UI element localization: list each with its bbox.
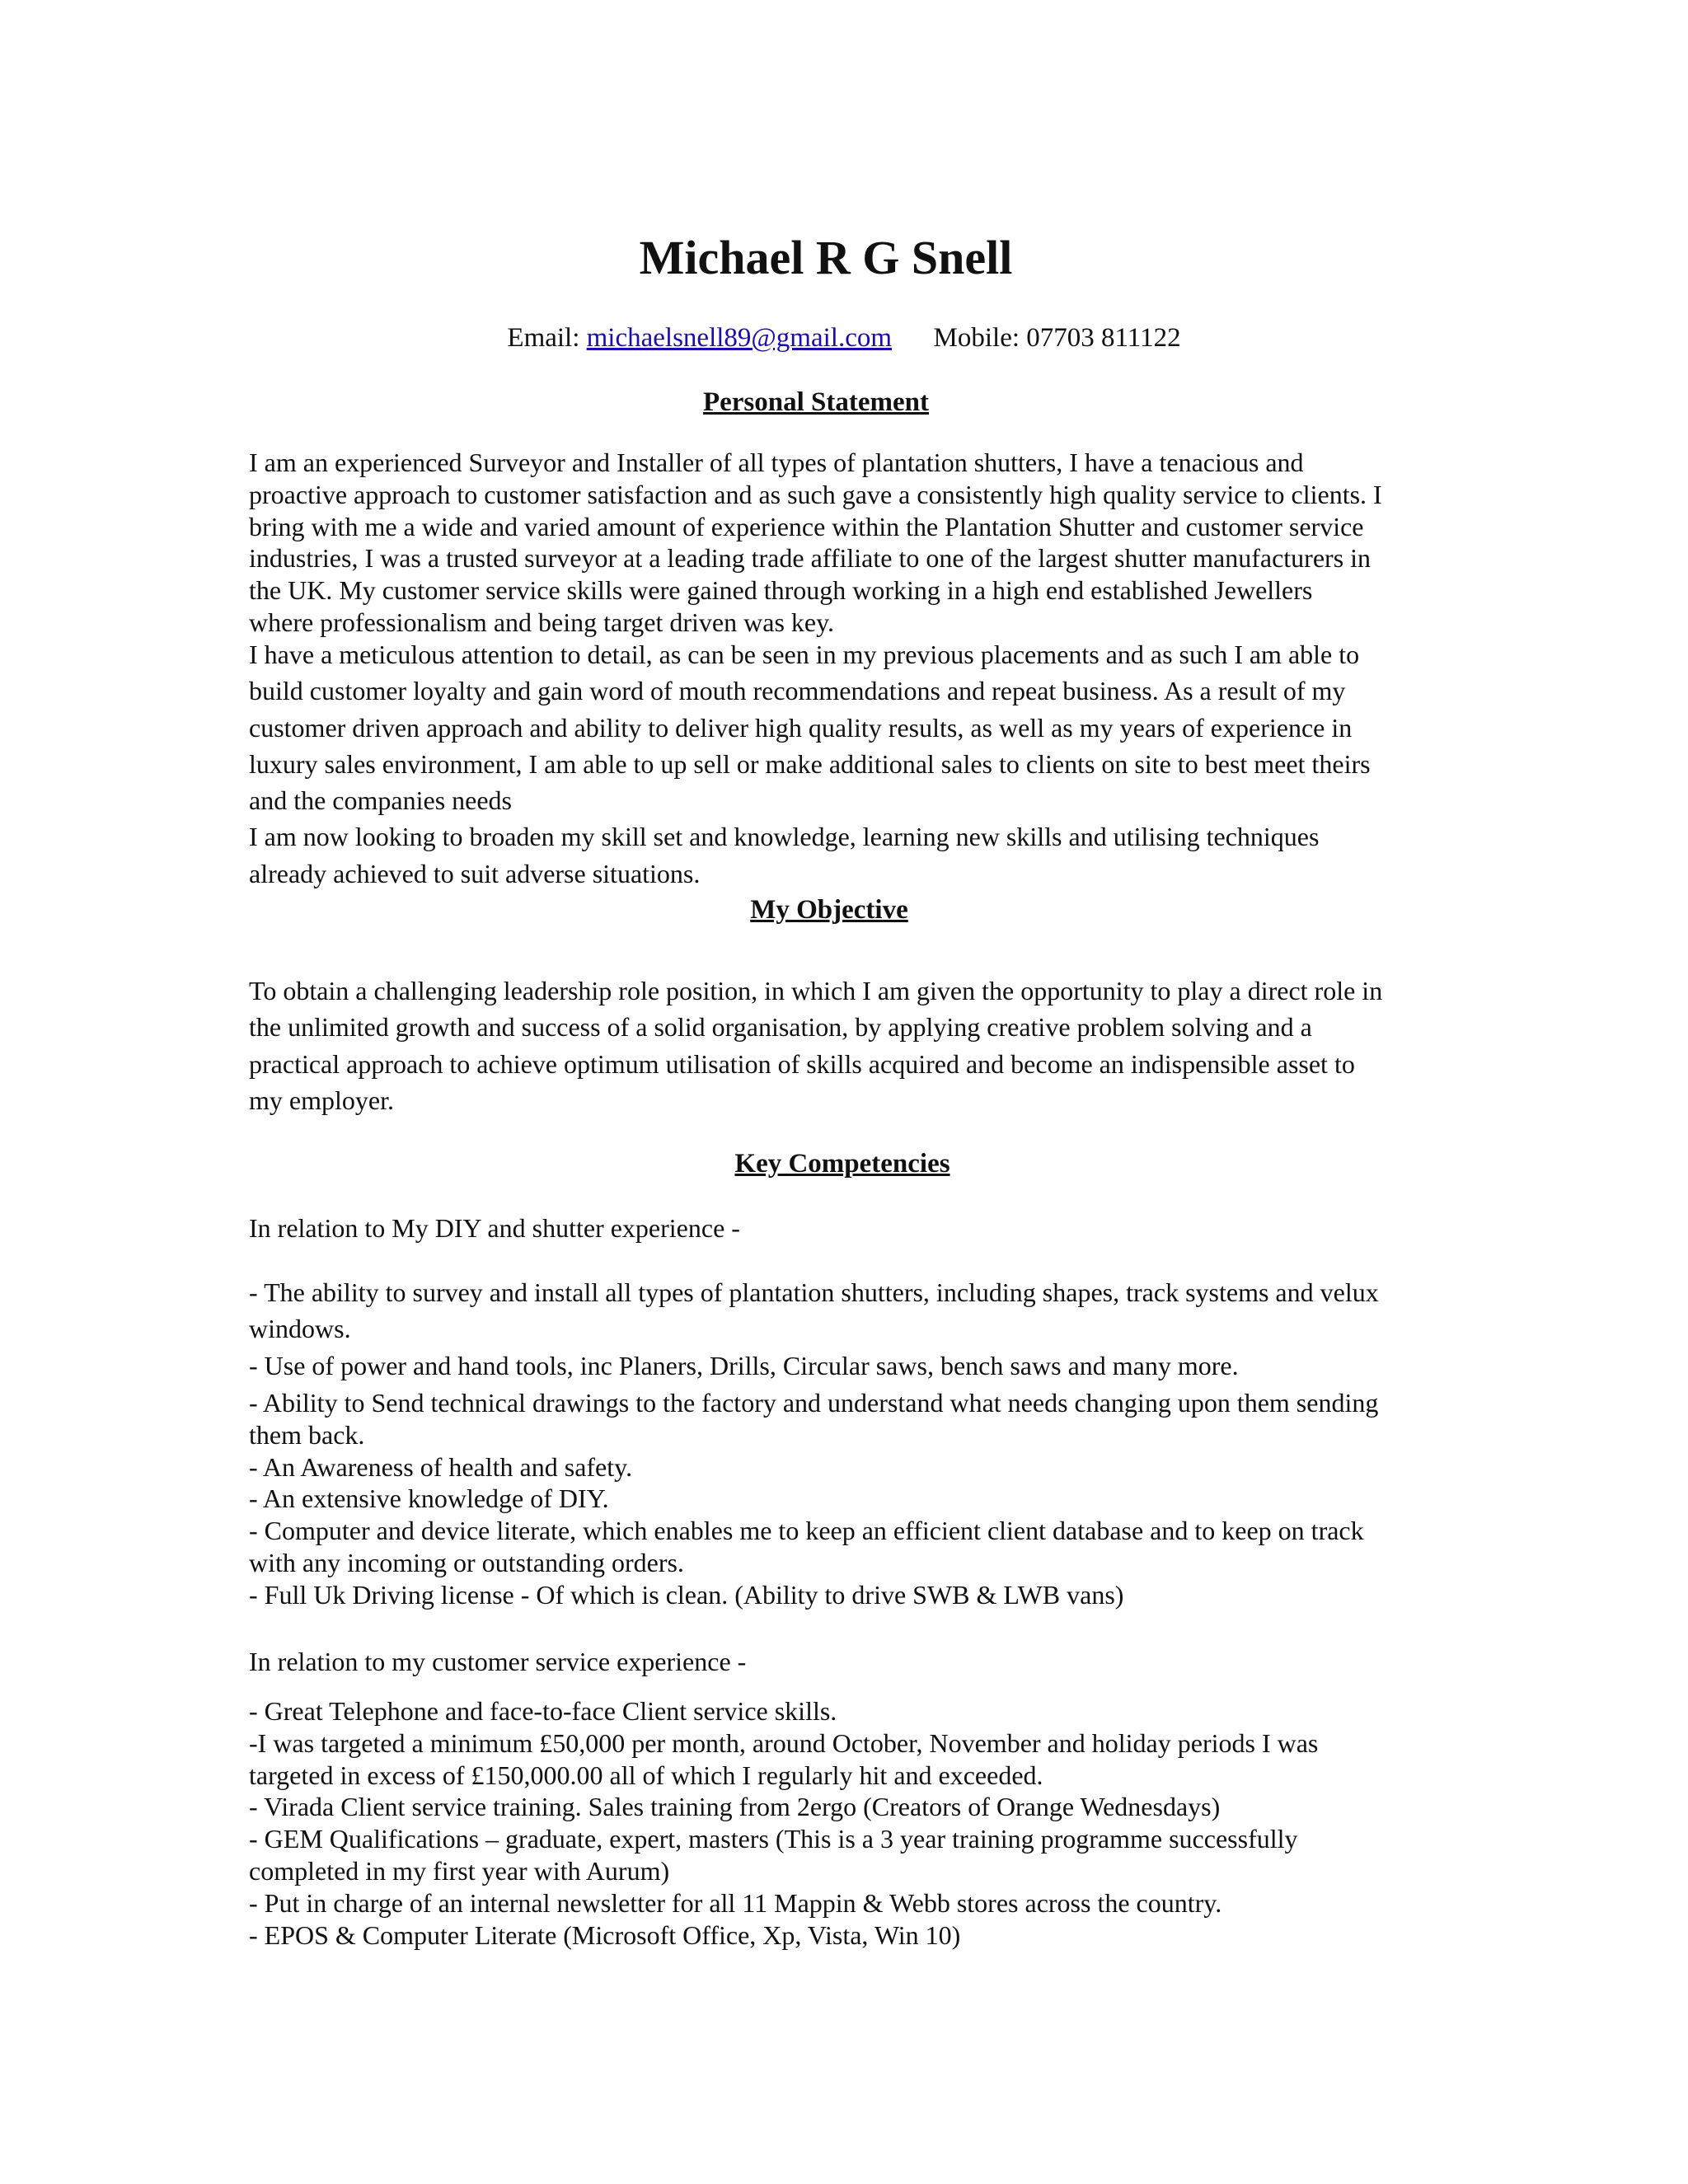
text-line: To obtain a challenging leadership role position, in which I am given the opportunity to play a direct role in	[249, 976, 1383, 1005]
text-line: build customer loyalty and gain word of mouth recommendations and repeat business. As a result of my	[249, 676, 1346, 706]
diy-intro: In relation to My DIY and shutter experience -	[249, 1213, 740, 1243]
text-line: practical approach to achieve optimum utilisation of skills acquired and become an indispensible asset to	[249, 1048, 1355, 1079]
personal-statement-heading: Personal Statement	[702, 387, 930, 417]
text-line: industries, I was a trusted surveyor at a leading trade affiliate to one of the largest shutter manufacturers in	[249, 543, 1372, 574]
text-line: the unlimited growth and success of a solid organisation, by applying creative problem solving and a	[249, 1012, 1312, 1043]
text-line: the UK. My customer service skills were gained through working in a high end established Jewellers	[249, 575, 1313, 606]
email-link[interactable]: michaelsnell89@gmail.com	[586, 323, 893, 353]
diy-list-part1	[249, 1274, 1444, 1384]
list-item: with any incoming or outstanding orders.	[249, 1547, 684, 1577]
personal-statement-para2	[249, 636, 1444, 892]
personal-statement-para1	[249, 447, 1444, 639]
candidate-name: Michael R G Snell	[639, 231, 1013, 284]
list-item: - EPOS & Computer Literate (Microsoft Office, Xp, Vista, Win 10)	[249, 1919, 961, 1950]
list-item: them back.	[249, 1419, 365, 1450]
text-line: already achieved to suit adverse situations.	[249, 858, 701, 888]
list-item: - An extensive knowledge of DIY.	[249, 1483, 609, 1514]
text-line: I am an experienced Surveyor and Installer of all types of plantation shutters, I have a tenacious and	[249, 448, 1304, 477]
list-item: - Use of power and hand tools, inc Planers, Drills, Circular saws, bench saws and many more.	[249, 1350, 1239, 1380]
text-line: customer driven approach and ability to deliver high quality results, as well as my years of experience in	[249, 712, 1353, 743]
customer-service-intro: In relation to my customer service experience -	[249, 1647, 747, 1676]
text-line: where professionalism and being target driven was key.	[249, 607, 835, 637]
objective-text	[249, 972, 1444, 1118]
list-item: targeted in excess of £150,000.00 all of which I regularly hit and exceeded.	[249, 1760, 1043, 1790]
list-item: - Computer and device literate, which enables me to keep an efficient client database and to keep on track	[249, 1516, 1364, 1546]
customer-service-list	[249, 1695, 1444, 1951]
list-item: - Virada Client service training. Sales training from 2ergo (Creators of Orange Wednesdays)	[249, 1792, 1221, 1822]
text-line: bring with me a wide and varied amount of experience within the Plantation Shutter and customer service	[249, 511, 1364, 541]
list-item: - Put in charge of an internal newsletter for all 11 Mappin & Webb stores across the country.	[249, 1887, 1222, 1918]
list-item: - Ability to Send technical drawings to the factory and understand what needs changing upon them sending	[249, 1388, 1379, 1418]
text-line: proactive approach to customer satisfaction and as such gave a consistently high quality service to clients. I	[249, 479, 1382, 509]
text-line: and the companies needs	[249, 785, 512, 816]
list-item: - An Awareness of health and safety.	[249, 1451, 633, 1482]
key-competencies-heading: Key Competencies	[734, 1149, 950, 1179]
objective-heading: My Objective	[750, 895, 908, 925]
list-item: -I was targeted a minimum £50,000 per month, around October, November and holiday periods I was	[249, 1727, 1319, 1758]
list-item: - Great Telephone and face-to-face Client service skills.	[249, 1696, 837, 1726]
diy-list-part2	[249, 1387, 1444, 1611]
contact-line	[0, 320, 1688, 356]
list-item: windows.	[249, 1314, 351, 1344]
list-item: - The ability to survey and install all types of plantation shutters, including shapes, track systems and velux	[249, 1277, 1379, 1307]
list-item: - Full Uk Driving license - Of which is clean. (Ability to drive SWB & LWB vans)	[249, 1579, 1124, 1610]
text-line: I have a meticulous attention to detail, as can be seen in my previous placements and as such I am able to	[249, 640, 1360, 669]
list-item: - GEM Qualifications – graduate, expert, masters (This is a 3 year training programme successfully	[249, 1824, 1298, 1854]
mobile-number: 07703 811122	[1026, 323, 1181, 353]
text-line: I am now looking to broaden my skill set and knowledge, learning new skills and utilising techniques	[249, 822, 1320, 852]
text-line: my employer.	[249, 1085, 394, 1115]
list-item: completed in my first year with Aurum)	[249, 1855, 670, 1886]
email-label: Email:	[507, 323, 580, 353]
text-line: luxury sales environment, I am able to up sell or make additional sales to clients on site to best meet theirs	[249, 748, 1371, 779]
mobile-label: Mobile:	[933, 323, 1020, 353]
